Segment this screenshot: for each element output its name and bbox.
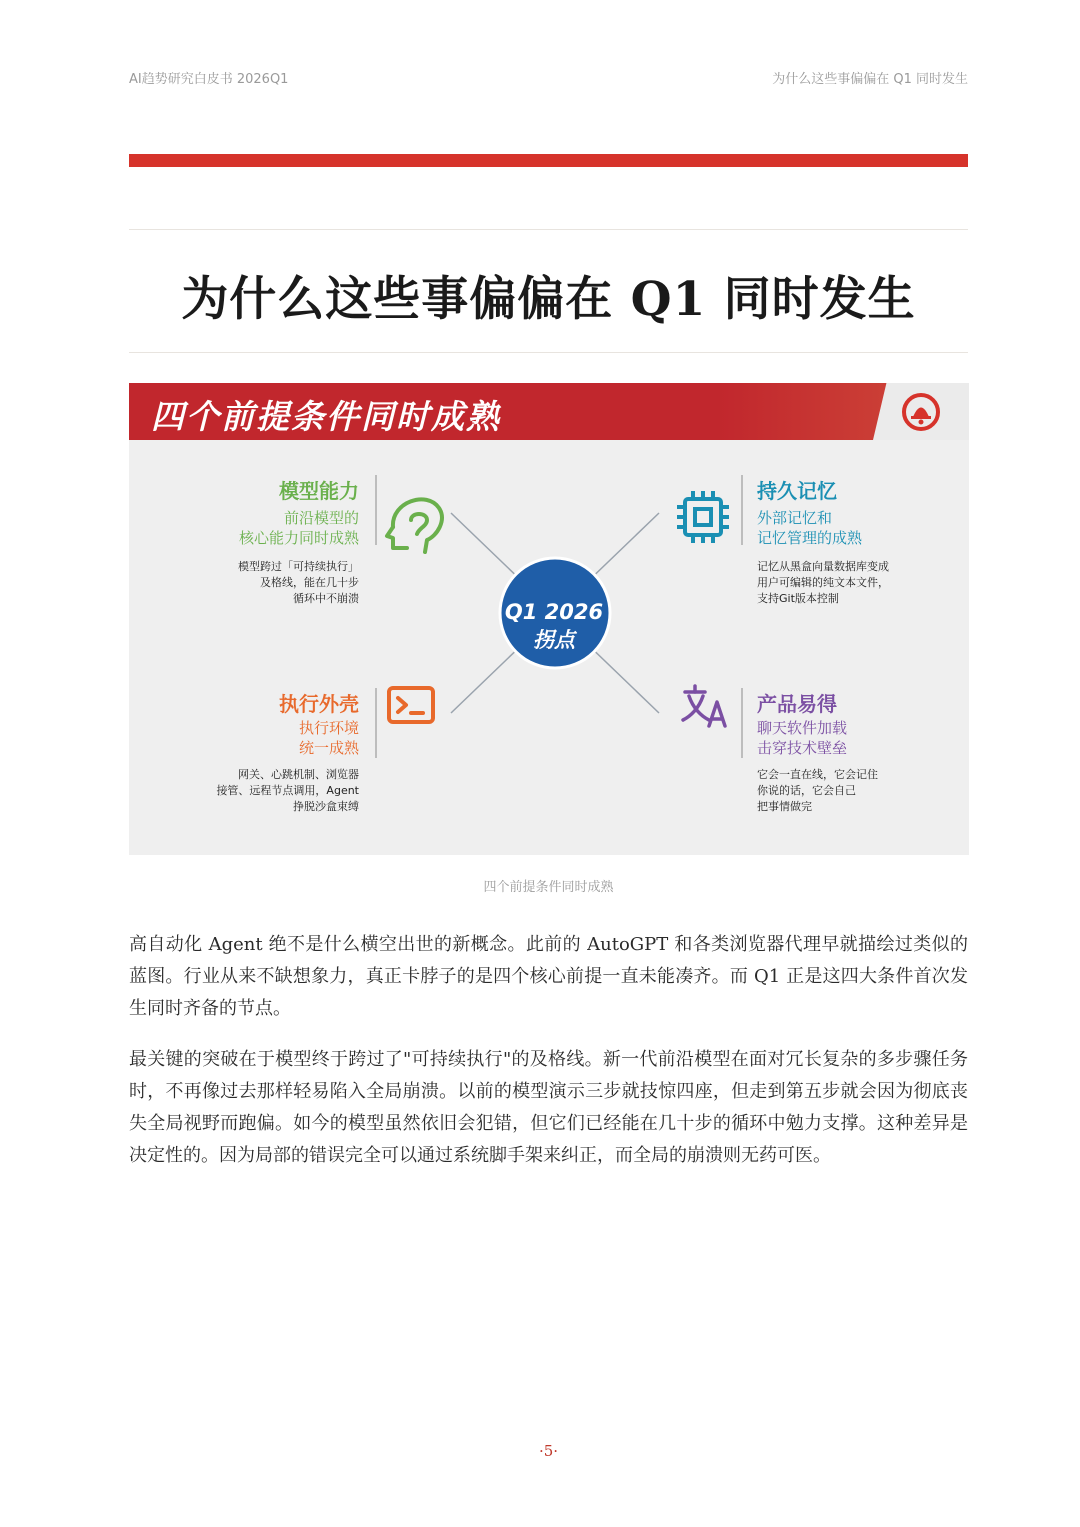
quadrant-memory-subtitle [757,508,937,548]
bottom-divider [129,352,968,353]
header-right: 为什么这些事偏偏在 Q1 同时发生 [772,72,968,87]
page-number: ·5· [538,1442,559,1460]
quadrant-memory-divider [741,475,743,545]
quadrant-memory-subtitle-line: 外部记忆和 [757,509,833,527]
body-paragraph: 高自动化 Agent 绝不是什么横空出世的新概念。此前的 AutoGPT 和各类浏览器代理早就描绘过类似的蓝图。行业从来不缺想象力，真正卡脖子的是四个核心前提一直未能凑齐。而 Q1 正是这四大条件首次发生同时齐备的节点。 [129,934,968,1019]
quadrant-product-subtitle-line: 击穿技术壁垒 [757,739,848,757]
page-title: 为什么这些事偏偏在 Q1 同时发生 [181,272,916,327]
quadrant-shell-subtitle [189,718,359,758]
quadrant-product-title: 产品易得 [757,692,837,716]
translate-icon [683,686,725,726]
quadrant-model-subtitle [189,508,359,548]
bell-icon [899,390,943,434]
center-label [499,598,609,654]
quadrant-model-body-line: 循环中不崩溃 [293,592,359,605]
quadrant-memory-body-line: 用户可编辑的纯文本文件， [757,576,889,589]
red-rule [129,154,968,167]
quadrant-shell-subtitle-line: 执行环境 [298,719,359,737]
bell-badge [873,383,969,440]
quadrant-memory-body-line: 记忆从黑盒向量数据库变成 [757,560,889,573]
center-label-line1: Q1 2026 [504,600,604,624]
quadrant-model-body [189,559,359,607]
quadrant-product-subtitle [757,718,937,758]
figure-banner [129,383,969,440]
running-header [129,68,968,87]
quadrant-shell-divider [375,688,377,758]
four-conditions-figure [129,383,969,855]
quadrant-shell-title: 执行外壳 [279,692,359,716]
quadrant-model-subtitle-line: 前沿模型的 [283,509,359,527]
chip-icon [677,491,729,543]
quadrant-product-divider [741,688,743,758]
quadrant-shell-body-line: 网关、心跳机制、浏览器 [238,768,359,781]
quadrant-shell-body-line: 接管、远程节点调用，Agent [216,784,359,797]
quadrant-memory-body [757,559,957,607]
quadrant-model-divider [375,475,377,545]
quadrant-memory-subtitle-line: 记忆管理的成熟 [757,529,863,547]
quadrant-memory-title: 持久记忆 [757,479,837,503]
quadrant-memory-body-line: 支持Git版本控制 [757,592,839,605]
figure-banner-title: 四个前提条件同时成熟 [151,397,501,436]
center-label-line2: 拐点 [533,628,575,652]
top-divider [129,229,968,230]
header-left: AI趋势研究白皮书 2026Q1 [129,72,289,87]
terminal-icon [389,688,433,722]
quadrant-model-subtitle-line: 核心能力同时成熟 [238,529,359,547]
quadrant-product-subtitle-line: 聊天软件加载 [757,719,848,737]
quadrant-shell-body-line: 挣脱沙盒束缚 [293,800,359,813]
quadrant-shell-body [169,767,359,815]
quadrant-product-body-line: 你说的话，它会自己 [757,784,856,797]
quadrant-model-body-line: 模型跨过「可持续执行」 [238,560,359,573]
quadrant-model-title: 模型能力 [279,479,359,503]
quadrant-shell-subtitle-line: 统一成熟 [298,739,359,757]
quadrant-product-body [757,767,957,815]
brain-head-icon [387,499,442,552]
figure-caption: 四个前提条件同时成熟 [483,880,614,895]
quadrant-product-body-line: 把事情做完 [757,800,812,813]
quadrant-product-body-line: 它会一直在线，它会记住 [757,768,878,781]
body-paragraph: 最关键的突破在于模型终于跨过了"可持续执行"的及格线。新一代前沿模型在面对冗长复杂的多步骤任务时，不再像过去那样轻易陷入全局崩溃。以前的模型演示三步就技惊四座，但走到第五步就会因为彻底丧失全局视野而跑偏。如今的模型虽然依旧会犯错，但它们已经能在几十步的循环中勉力支撑。这种差异是决定性的。因为局部的错误完全可以通过系统脚手架来纠正，而全局的崩溃则无药可医。 [129,1049,968,1166]
quadrant-model-body-line: 及格线，能在几十步 [260,576,359,589]
